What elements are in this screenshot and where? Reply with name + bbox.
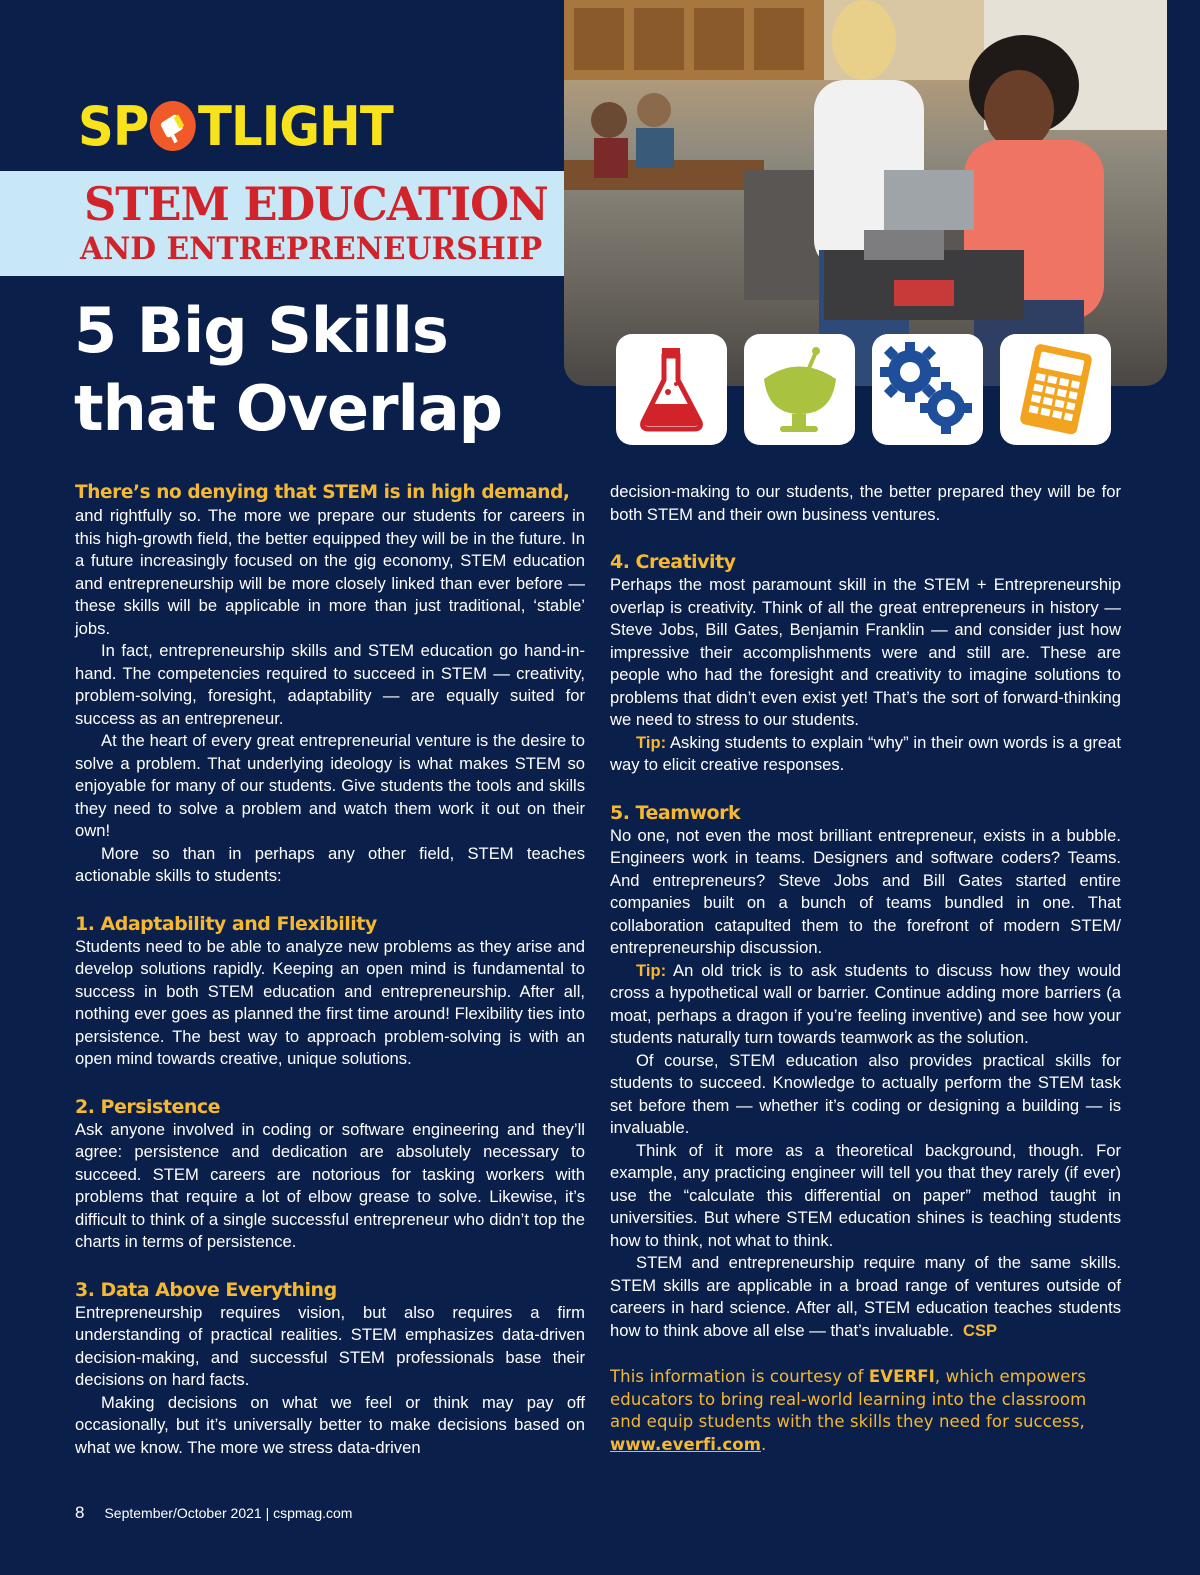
creativity-tip bbox=[610, 732, 1121, 777]
headline-line-1: 5 Big Skills bbox=[74, 294, 448, 367]
tip-label: Tip: bbox=[636, 732, 667, 752]
article-column-left bbox=[75, 481, 585, 1459]
classroom-photo bbox=[564, 0, 1167, 386]
gears-icon bbox=[872, 334, 983, 445]
courtesy-text: This information is courtesy of bbox=[610, 1367, 864, 1386]
page-number: 8 bbox=[75, 1503, 85, 1522]
calculator-icon bbox=[1000, 334, 1111, 445]
closing-text: STEM and entrepreneurship require many of the same skills. STEM skills are applicable in a broad range of ventures outside of careers in hard science. After all, STEM education teaches students how to think above all else — that’s invaluable. bbox=[610, 1253, 1121, 1340]
banner-title: STEM EDUCATION bbox=[84, 177, 548, 231]
courtesy-link[interactable]: www.everfi.com bbox=[610, 1434, 762, 1454]
section-heading-data: 3. Data Above Everything bbox=[75, 1278, 337, 1301]
article-intro: and rightfully so. The more we prepare our students for careers in this high-growth field, the better equipped they will be in the future. In a future increasingly focused on the gig economy, STEM education and entrepreneurship will be more closely linked than ever before — these skills will be applicable in more than just traditional, ‘stable’ jobs. bbox=[75, 506, 585, 638]
section-body-creativity: Perhaps the most paramount skill in the STEM + Entrepreneurship overlap is creativity. Think of all the great entrepreneurs in history — Steve Jobs, Bill Gates, Benjamin Franklin — and consider just how impressive their accomplishments were and still are. These are people who had the foresight and creativity to imagine solutions to problems that didn’t even exist yet! That’s the sort of forward-thinking we need to stress to our students. bbox=[610, 575, 1121, 729]
article-lead: There’s no denying that STEM is in high demand, bbox=[75, 482, 570, 503]
section-body-data-end: decision-making to our students, the better prepared they will be for both STEM and their own business ventures. bbox=[610, 482, 1121, 524]
section-heading-teamwork: 5. Teamwork bbox=[610, 801, 741, 824]
article-paragraph: Of course, STEM education also provides practical skills for students to succeed. Knowledge to actually perform the STEM task set before them — whether it’s coding or designing a building — is invaluable. bbox=[610, 1050, 1121, 1137]
section-heading-creativity: 4. Creativity bbox=[610, 551, 736, 573]
section-body-data-continued: Making decisions on what we feel or think may pay off occasionally, but it’s universally better to make decisions based on what we know. The more we stress data-driven bbox=[75, 1392, 585, 1457]
spotlight-lamp-icon bbox=[150, 101, 196, 151]
end-mark: CSP bbox=[963, 1320, 998, 1340]
article-paragraph: Think of it more as a theoretical background, though. For example, any practicing engineer will tell you that they rarely (if ever) use the “calculate this differential on paper” method taught in universities. But where STEM education shines is teaching students how to think, not what to think. bbox=[610, 1140, 1121, 1250]
satellite-dish-icon bbox=[744, 334, 855, 445]
section-body-data: Entrepreneurship requires vision, but also requires a firm understanding of practical realities. STEM emphasizes data-driven decision-making, and successful STEM professionals base their decisions on hard facts. bbox=[75, 1302, 585, 1389]
page-footer bbox=[75, 1503, 352, 1523]
title-banner bbox=[0, 171, 564, 276]
section-heading-adaptability: 1. Adaptability and Flexibility bbox=[75, 912, 377, 935]
section-heading-persistence: 2. Persistence bbox=[75, 1095, 221, 1118]
section-body-teamwork: No one, not even the most brilliant entrepreneur, exists in a bubble. Engineers work in teams. Designers and software coders? Teams. And entrepreneurs? Steve Jobs and Bill Gates started entire companies built on a bunch of teams bundled in one. That collaboration catapulted them to the forefront of modern STEM/ entrepreneurship discussion. bbox=[610, 825, 1121, 957]
section-body-persistence: Ask anyone involved in coding or software engineering and they’ll agree: persistence and dedication are absolutely necessary to succeed. STEM careers are notorious for tasking workers with problems that require a lot of elbow grease to solve. Likewise, it’s difficult to think of a single successful entrepreneur who didn’t top the charts in terms of persistence. bbox=[75, 1119, 585, 1251]
article-paragraph: In fact, entrepreneurship skills and STEM education go hand-in-hand. The competencies required to succeed in STEM — creativity, problem-solving, foresight, adaptability — are equally suited for success as an entrepreneur. bbox=[75, 641, 585, 728]
article-closing bbox=[610, 1252, 1121, 1342]
headline-line-2: that Overlap bbox=[74, 372, 503, 445]
spotlight-logo bbox=[78, 94, 393, 158]
article-paragraph: More so than in perhaps any other field, STEM teaches actionable skills to students: bbox=[75, 843, 585, 885]
banner-subtitle: AND ENTREPRENEURSHIP bbox=[80, 231, 543, 267]
issue-info: September/October 2021 | cspmag.com bbox=[104, 1505, 353, 1521]
article-column-right bbox=[610, 481, 1121, 1456]
spotlight-text-end: TLIGHT bbox=[198, 94, 393, 158]
section-body-adaptability: Students need to be able to analyze new problems as they arise and develop solutions rapidly. Keeping an open mind is fundamental to success in both STEM education and entrepreneurship. After all, nothing ever goes as planned the first time around! Flexibility ties into persistence. The best way to approach problem-solving is with an open mind towards creative, unique solutions. bbox=[75, 936, 585, 1068]
teamwork-tip bbox=[610, 960, 1121, 1050]
courtesy-note bbox=[610, 1366, 1121, 1456]
flask-icon bbox=[616, 334, 727, 445]
courtesy-end: . bbox=[761, 1434, 767, 1454]
article-paragraph: At the heart of every great entrepreneurial venture is the desire to solve a problem. That underlying ideology is what makes STEM so enjoyable for many of our students. Give students the tools and skills they need to solve a problem and watch them work it out on their own! bbox=[75, 731, 585, 840]
tip-text: An old trick is to ask students to discuss how they would cross a hypothetical wall or barrier. Continue adding more barriers (a moat, perhaps a dragon if you’re feeling inventive) and see how your students naturally turn towards teamwork as the solution. bbox=[610, 960, 1121, 1047]
courtesy-text: , which empowers educators to bring real-world learning into the classroom and equip students with the skills they need for success, bbox=[610, 1367, 1087, 1431]
article-headline bbox=[74, 292, 594, 448]
tip-label: Tip: bbox=[636, 960, 667, 980]
tip-text: Asking students to explain “why” in their own words is a great way to elicit creative responses. bbox=[610, 732, 1121, 774]
spotlight-text-start: SP bbox=[78, 94, 149, 158]
courtesy-brand: EVERFI bbox=[868, 1367, 935, 1386]
